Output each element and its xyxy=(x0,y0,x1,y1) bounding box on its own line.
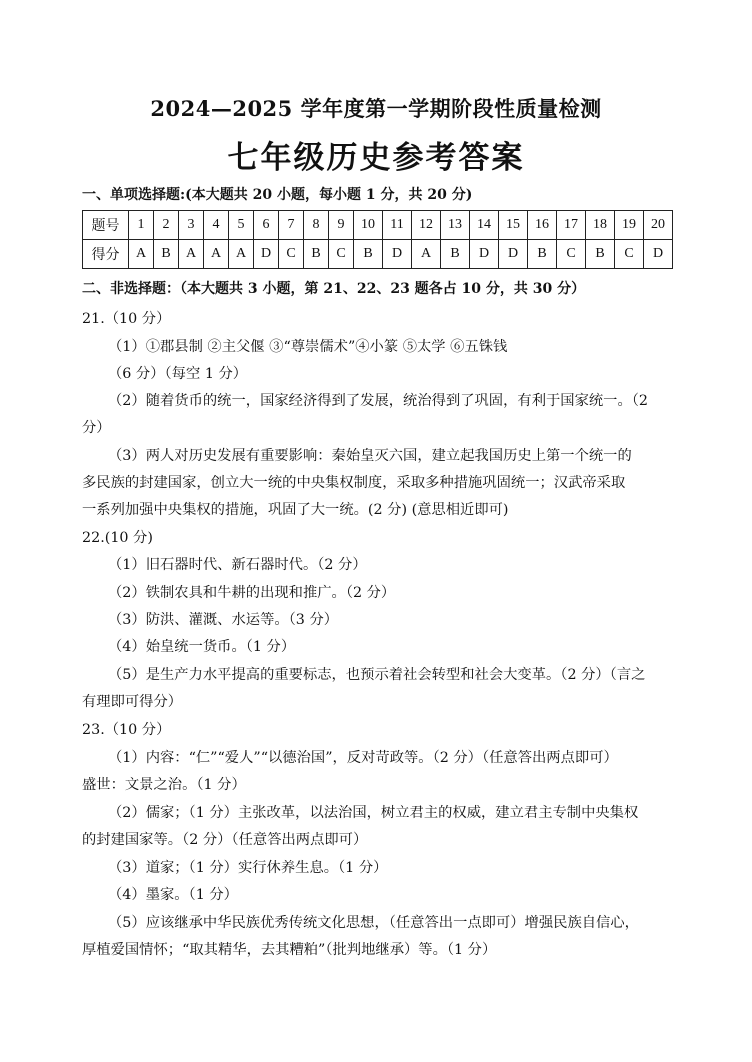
question-number-row xyxy=(83,211,673,240)
answer-cell: B xyxy=(304,240,329,269)
question-number: 20 xyxy=(644,211,673,240)
answer-cell: D xyxy=(254,240,279,269)
question-number: 5 xyxy=(229,211,254,240)
answer-row xyxy=(83,240,673,269)
question-number: 14 xyxy=(470,211,499,240)
question-number: 18 xyxy=(586,211,615,240)
answer-line: （2）儒家；（1 分）主张改革，以法治国，树立君主的权威，建立君主专制中央集权 xyxy=(108,805,639,821)
question-number: 10 xyxy=(354,211,383,240)
answer-line: （4）始皇统一货币。（1 分） xyxy=(108,639,296,655)
answer-line: （2）铁制农具和牛耕的出现和推广。（2 分） xyxy=(108,585,396,601)
section1-heading: 一、单项选择题:(本大题共 20 小题，每小题 1 分，共 20 分) xyxy=(82,187,473,203)
question-23-heading: 23.（10 分） xyxy=(82,722,171,738)
answer-line: （1）①郡县制 ②主父偃 ③“尊崇儒术”④小篆 ⑤太学 ⑥五铢钱 xyxy=(108,339,508,355)
question-number: 16 xyxy=(528,211,557,240)
answer-cell: C xyxy=(615,240,644,269)
answer-line: 厚植爱国情怀；“取其精华，去其糟粕”（批判地继承）等。（1 分） xyxy=(82,942,497,958)
answer-line: 盛世：文景之治。（1 分） xyxy=(82,777,246,793)
answer-cell: D xyxy=(644,240,673,269)
section2-heading: 二、非选择题：（本大题共 3 小题，第 21、22、23 题各占 10 分，共 30 分） xyxy=(82,281,586,297)
answer-cell: A xyxy=(412,240,441,269)
row-label: 得分 xyxy=(83,240,129,269)
question-21-heading: 21.（10 分） xyxy=(82,311,171,327)
question-number: 11 xyxy=(383,211,412,240)
answer-key-table xyxy=(82,210,673,269)
question-number: 2 xyxy=(154,211,179,240)
answer-line: （4）墨家。（1 分） xyxy=(108,887,238,903)
question-number: 9 xyxy=(329,211,354,240)
question-number: 3 xyxy=(179,211,204,240)
answer-line: 多民族的封建国家，创立大一统的中央集权制度，采取多种措施巩固统一；汉武帝采取 xyxy=(82,475,626,491)
answer-cell: B xyxy=(441,240,470,269)
answer-cell: A xyxy=(229,240,254,269)
answer-cell: B xyxy=(586,240,615,269)
question-number: 12 xyxy=(412,211,441,240)
document-subtitle: 七年级历史参考答案 xyxy=(227,140,525,176)
answer-cell: D xyxy=(499,240,528,269)
question-number: 7 xyxy=(279,211,304,240)
answer-cell: A xyxy=(129,240,154,269)
answer-cell: A xyxy=(204,240,229,269)
answer-cell: D xyxy=(383,240,412,269)
answer-cell: C xyxy=(329,240,354,269)
answer-line: （1）内容：“仁”“爱人”“以德治国”，反对苛政等。（2 分）（任意答出两点即可） xyxy=(108,750,618,766)
question-number: 1 xyxy=(129,211,154,240)
answer-line: （5）是生产力水平提高的重要标志，也预示着社会转型和社会大变革。（2 分）（言之 xyxy=(108,667,646,683)
answer-cell: B xyxy=(154,240,179,269)
question-number: 6 xyxy=(254,211,279,240)
answer-line: 有理即可得分） xyxy=(82,694,183,710)
question-number: 4 xyxy=(204,211,229,240)
row-label: 题号 xyxy=(83,211,129,240)
question-22-heading: 22.(10 分) xyxy=(82,530,153,546)
answer-line: （3）防洪、灌溉、水运等。（3 分） xyxy=(108,612,339,628)
question-number: 17 xyxy=(557,211,586,240)
answer-line: （3）道家；（1 分）实行休养生息。（1 分） xyxy=(108,860,388,876)
answer-line: 分） xyxy=(82,420,111,436)
answer-line: （1）旧石器时代、新石器时代。（2 分） xyxy=(108,557,367,573)
answer-cell: D xyxy=(470,240,499,269)
question-number: 15 xyxy=(499,211,528,240)
exam-title: 2024—2025 学年度第一学期阶段性质量检测 xyxy=(150,96,602,121)
answer-line: （2）随着货币的统一，国家经济得到了发展，统治得到了巩固，有利于国家统一。（2 xyxy=(108,393,649,409)
answer-line: 一系列加强中央集权的措施，巩固了大一统。(2 分) (意思相近即可) xyxy=(82,502,509,518)
question-number: 19 xyxy=(615,211,644,240)
answer-cell: A xyxy=(179,240,204,269)
answer-line: （6 分）（每空 1 分） xyxy=(108,366,248,382)
answer-line: 的封建国家等。（2 分）（任意答出两点即可） xyxy=(82,832,368,848)
answer-line: （3）两人对历史发展有重要影响：秦始皇灭六国，建立起我国历史上第一个统一的 xyxy=(108,448,632,464)
answer-line: （5）应该继承中华民族优秀传统文化思想，（任意答出一点即可）增强民族自信心， xyxy=(108,915,639,931)
question-number: 13 xyxy=(441,211,470,240)
answer-cell: B xyxy=(528,240,557,269)
question-number: 8 xyxy=(304,211,329,240)
answer-cell: B xyxy=(354,240,383,269)
answer-cell: C xyxy=(557,240,586,269)
answer-cell: C xyxy=(279,240,304,269)
